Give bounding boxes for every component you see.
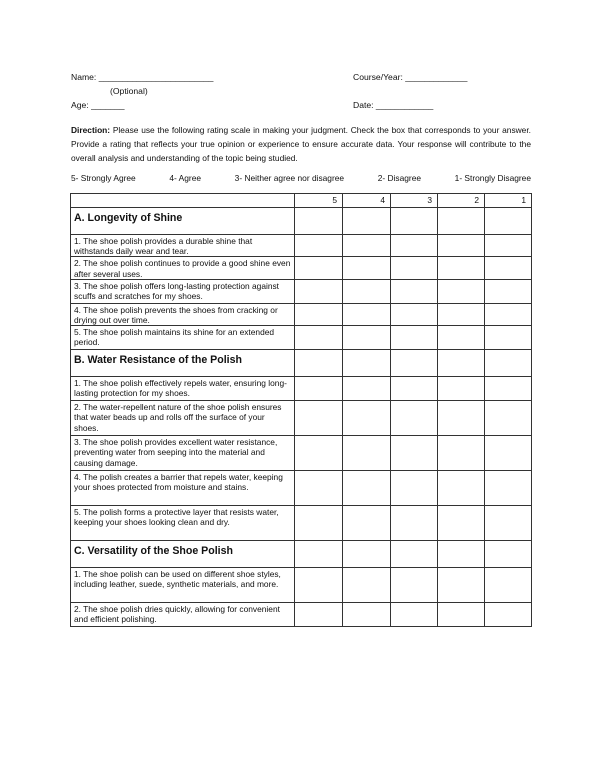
rating-checkbox-5[interactable]: [295, 377, 343, 401]
rating-checkbox-1[interactable]: [485, 235, 532, 257]
rating-checkbox-4[interactable]: [343, 436, 391, 471]
rating-checkbox-5[interactable]: [295, 436, 343, 471]
rating-checkbox-3[interactable]: [391, 326, 438, 350]
statement-row: [71, 235, 532, 257]
statement-row: [71, 257, 532, 279]
section-empty-cell: [485, 208, 532, 235]
rating-checkbox-3[interactable]: [391, 377, 438, 401]
rating-checkbox-4[interactable]: [343, 279, 391, 303]
column-header-1: 1: [485, 194, 532, 208]
column-header-5: 5: [295, 194, 343, 208]
statement-text: 4. The shoe polish prevents the shoes from cracking or drying out over time.: [71, 303, 295, 325]
section-empty-cell: [295, 541, 343, 568]
rating-checkbox-5[interactable]: [295, 506, 343, 541]
rating-checkbox-4[interactable]: [343, 401, 391, 436]
scale-5: 5- Strongly Agree: [71, 173, 136, 183]
statement-row: [71, 279, 532, 303]
statement-row: [71, 436, 532, 471]
statement-row: [71, 377, 532, 401]
statement-text: 3. The shoe polish offers long-lasting protection against scuffs and scratches for my shoes.: [71, 279, 295, 303]
rating-checkbox-3[interactable]: [391, 235, 438, 257]
name-field[interactable]: Name: ________________________: [71, 72, 214, 82]
statement-row: [71, 471, 532, 506]
rating-checkbox-2[interactable]: [438, 506, 485, 541]
direction-text: Please use the following rating scale in making your judgment. Check the box that corresponds to your answer. Provide a rating that reflects your true opinion or experience to ensure accurate data. Your response will contribute to the overall analysis and understanding of the topic being studied.: [71, 125, 531, 163]
rating-checkbox-4[interactable]: [343, 603, 391, 627]
rating-checkbox-1[interactable]: [485, 401, 532, 436]
statement-text: 2. The water-repellent nature of the shoe polish ensures that water beads up and rolls off the surface of your shoes.: [71, 401, 295, 436]
age-field[interactable]: Age: _______: [71, 100, 125, 110]
section-empty-cell: [391, 350, 438, 377]
rating-checkbox-1[interactable]: [485, 568, 532, 603]
scale-3: 3- Neither agree nor disagree: [234, 173, 345, 183]
rating-checkbox-5[interactable]: [295, 235, 343, 257]
section-empty-cell: [295, 208, 343, 235]
section-empty-cell: [438, 350, 485, 377]
section-empty-cell: [438, 541, 485, 568]
scale-1: 1- Strongly Disagree: [454, 173, 531, 183]
column-header-row: [71, 194, 532, 208]
rating-checkbox-3[interactable]: [391, 603, 438, 627]
rating-checkbox-5[interactable]: [295, 303, 343, 325]
section-empty-cell: [391, 541, 438, 568]
survey-table: [70, 193, 532, 627]
rating-checkbox-4[interactable]: [343, 506, 391, 541]
rating-checkbox-1[interactable]: [485, 603, 532, 627]
rating-checkbox-3[interactable]: [391, 568, 438, 603]
rating-checkbox-4[interactable]: [343, 471, 391, 506]
statement-row: [71, 326, 532, 350]
rating-checkbox-1[interactable]: [485, 279, 532, 303]
section-empty-cell: [343, 208, 391, 235]
statement-text: 1. The shoe polish effectively repels water, ensuring long-lasting protection for my shoes.: [71, 377, 295, 401]
rating-checkbox-2[interactable]: [438, 568, 485, 603]
section-title: B. Water Resistance of the Polish: [71, 350, 295, 377]
rating-checkbox-2[interactable]: [438, 326, 485, 350]
rating-checkbox-3[interactable]: [391, 303, 438, 325]
statement-row: [71, 506, 532, 541]
column-header-3: 3: [391, 194, 438, 208]
rating-checkbox-4[interactable]: [343, 377, 391, 401]
rating-checkbox-3[interactable]: [391, 279, 438, 303]
section-empty-cell: [485, 350, 532, 377]
rating-checkbox-2[interactable]: [438, 377, 485, 401]
section-row: [71, 541, 532, 568]
statement-row: [71, 303, 532, 325]
rating-checkbox-2[interactable]: [438, 303, 485, 325]
statement-text: 1. The shoe polish can be used on different shoe styles, including leather, suede, synthetic materials, and more.: [71, 568, 295, 603]
statement-text: 2. The shoe polish dries quickly, allowing for convenient and efficient polishing.: [71, 603, 295, 627]
scale-2: 2- Disagree: [377, 173, 422, 183]
statement-row: [71, 401, 532, 436]
rating-checkbox-3[interactable]: [391, 401, 438, 436]
column-header-4: 4: [343, 194, 391, 208]
rating-checkbox-3[interactable]: [391, 471, 438, 506]
rating-checkbox-2[interactable]: [438, 471, 485, 506]
rating-checkbox-4[interactable]: [343, 303, 391, 325]
statement-row: [71, 568, 532, 603]
rating-checkbox-4[interactable]: [343, 326, 391, 350]
statement-text: 5. The polish forms a protective layer that resists water, keeping your shoes looking clean and dry.: [71, 506, 295, 541]
section-empty-cell: [343, 350, 391, 377]
rating-checkbox-4[interactable]: [343, 257, 391, 279]
optional-note: (Optional): [110, 86, 148, 96]
rating-checkbox-3[interactable]: [391, 506, 438, 541]
rating-checkbox-5[interactable]: [295, 401, 343, 436]
statement-text: 4. The polish creates a barrier that repels water, keeping your shoes protected from moisture and stains.: [71, 471, 295, 506]
rating-checkbox-1[interactable]: [485, 377, 532, 401]
rating-checkbox-3[interactable]: [391, 257, 438, 279]
direction-paragraph: [71, 123, 531, 165]
rating-checkbox-4[interactable]: [343, 235, 391, 257]
course-year-field[interactable]: Course/Year: _____________: [353, 72, 468, 82]
section-title: A. Longevity of Shine: [71, 208, 295, 235]
statement-text: 3. The shoe polish provides excellent water resistance, preventing water from seeping into the material and causing damage.: [71, 436, 295, 471]
direction-label: Direction:: [71, 125, 111, 135]
statement-text: 1. The shoe polish provides a durable shine that withstands daily wear and tear.: [71, 235, 295, 257]
statement-text: 5. The shoe polish maintains its shine for an extended period.: [71, 326, 295, 350]
section-empty-cell: [295, 350, 343, 377]
column-header-2: 2: [438, 194, 485, 208]
rating-checkbox-5[interactable]: [295, 326, 343, 350]
section-empty-cell: [485, 541, 532, 568]
section-row: [71, 208, 532, 235]
rating-checkbox-1[interactable]: [485, 436, 532, 471]
rating-checkbox-1[interactable]: [485, 506, 532, 541]
rating-checkbox-1[interactable]: [485, 303, 532, 325]
statement-row: [71, 603, 532, 627]
section-title: C. Versatility of the Shoe Polish: [71, 541, 295, 568]
rating-checkbox-1[interactable]: [485, 471, 532, 506]
rating-checkbox-5[interactable]: [295, 279, 343, 303]
section-row: [71, 350, 532, 377]
rating-checkbox-2[interactable]: [438, 257, 485, 279]
rating-checkbox-5[interactable]: [295, 568, 343, 603]
scale-4: 4- Agree: [169, 173, 202, 183]
rating-checkbox-3[interactable]: [391, 436, 438, 471]
rating-checkbox-1[interactable]: [485, 257, 532, 279]
rating-checkbox-2[interactable]: [438, 279, 485, 303]
section-empty-cell: [391, 208, 438, 235]
section-empty-cell: [438, 208, 485, 235]
rating-checkbox-2[interactable]: [438, 401, 485, 436]
section-empty-cell: [343, 541, 391, 568]
date-field[interactable]: Date: ____________: [353, 100, 434, 110]
rating-checkbox-4[interactable]: [343, 568, 391, 603]
rating-checkbox-5[interactable]: [295, 603, 343, 627]
header-statement-cell: [71, 194, 295, 208]
rating-checkbox-5[interactable]: [295, 257, 343, 279]
rating-checkbox-2[interactable]: [438, 436, 485, 471]
rating-checkbox-5[interactable]: [295, 471, 343, 506]
rating-checkbox-2[interactable]: [438, 603, 485, 627]
rating-scale-legend: [71, 173, 531, 183]
rating-checkbox-2[interactable]: [438, 235, 485, 257]
rating-checkbox-1[interactable]: [485, 326, 532, 350]
statement-text: 2. The shoe polish continues to provide a good shine even after several uses.: [71, 257, 295, 279]
